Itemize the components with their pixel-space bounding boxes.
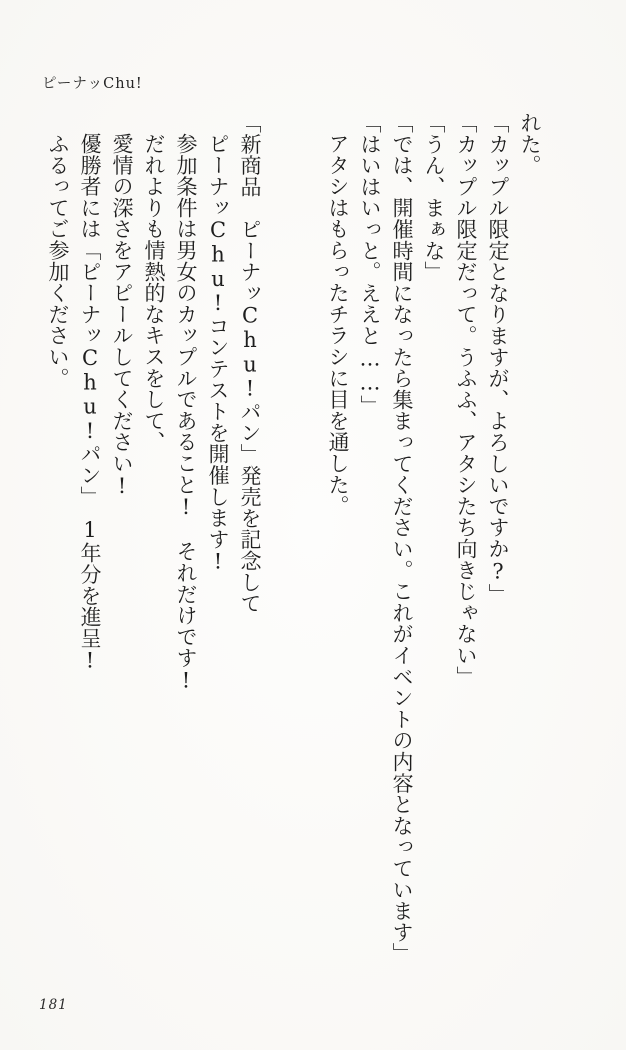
flyer-line: だれよりも情熱的なキスをして、 <box>142 133 166 453</box>
flyer-line: 「新商品 ピーナッChu!パン」発売を記念して <box>238 112 262 614</box>
text-line: アタシはもらったチラシに目を通した。 <box>326 133 350 517</box>
text-line: れた。 <box>518 112 542 176</box>
text-line: 「カップル限定となりますが、よろしいですか?」 <box>486 112 510 605</box>
text-line: 「カップル限定だって。うふふ、アタシたち向きじゃない」 <box>454 112 478 688</box>
flyer-line: 愛情の深さをアピールしてください! <box>110 133 134 499</box>
main-text <box>18 112 546 984</box>
flyer-line: ピーナッChu!コンテストを開催します! <box>206 133 230 574</box>
dialogue-block <box>322 112 546 984</box>
text-line: 「はいはいっと。ええと……」 <box>358 112 382 417</box>
page-number: 181 <box>39 997 68 1013</box>
flyer-line: ふるってご参加ください。 <box>46 133 70 389</box>
text-line: 「では、開催時間になったら集まってください。これがイベントの内容となっています」 <box>390 112 414 964</box>
text-line: 「うん、まぁな」 <box>422 112 446 283</box>
flyer-line: 優勝者には「ピーナッChu!パン」 1年分を進呈! <box>78 133 102 673</box>
flyer-block <box>42 112 266 984</box>
flyer-line: 参加条件は男女のカップルであること! それだけです! <box>174 133 198 693</box>
running-header: ピーナッChu! <box>42 76 143 92</box>
